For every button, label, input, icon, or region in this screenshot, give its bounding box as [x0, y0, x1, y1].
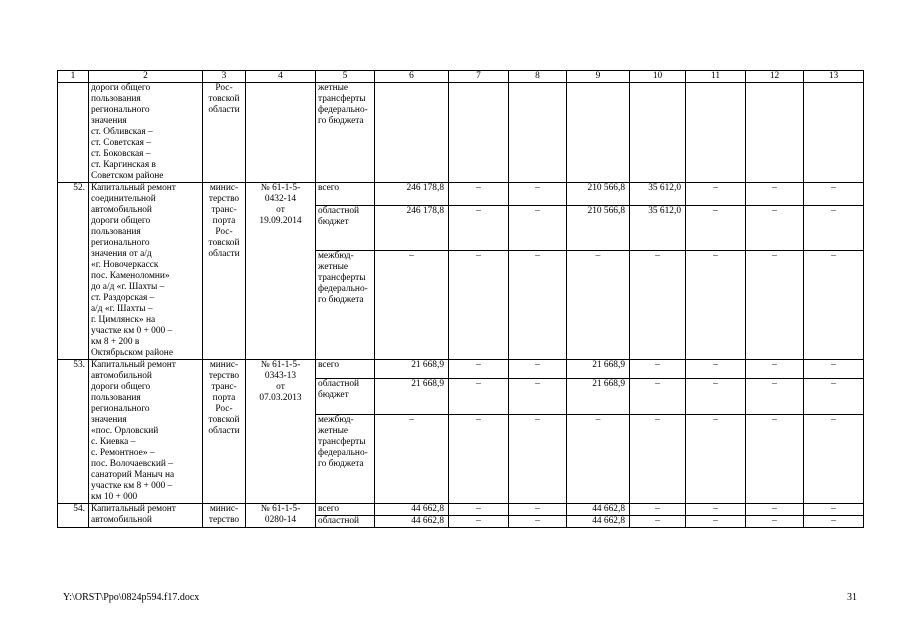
- value-cell: 35 612,0: [630, 206, 686, 251]
- entry-number: 53.: [58, 360, 89, 504]
- value-cell: –: [449, 516, 509, 528]
- value-cell: –: [746, 360, 804, 379]
- value-cell: –: [686, 415, 746, 504]
- value-cell: –: [449, 251, 509, 360]
- value-cell: –: [804, 183, 864, 206]
- executor: Рос- товской области: [203, 83, 246, 183]
- entry-number: 54.: [58, 504, 89, 528]
- value-cell: 35 612,0: [630, 183, 686, 206]
- entry-number: [58, 83, 89, 183]
- value-cell: –: [449, 504, 509, 516]
- col-number: 9: [567, 71, 630, 83]
- value-cell: –: [509, 206, 567, 251]
- value-cell: 44 662,8: [567, 516, 630, 528]
- col-number: 5: [316, 71, 375, 83]
- value-cell: 21 668,9: [567, 378, 630, 414]
- value-cell: –: [509, 183, 567, 206]
- col-number: 13: [804, 71, 864, 83]
- col-number: 11: [686, 71, 746, 83]
- value-cell: –: [509, 516, 567, 528]
- col-number: 7: [449, 71, 509, 83]
- table-row: [58, 504, 864, 516]
- value-cell: –: [746, 251, 804, 360]
- value-cell: –: [804, 378, 864, 414]
- value-cell: –: [509, 415, 567, 504]
- value-cell: –: [449, 206, 509, 251]
- col-number: 2: [89, 71, 203, 83]
- value-cell: [686, 83, 746, 183]
- funding-source: областной бюджет: [316, 206, 375, 251]
- table-row: [58, 183, 864, 206]
- value-cell: 210 566,8: [567, 183, 630, 206]
- col-number: 12: [746, 71, 804, 83]
- value-cell: 21 668,9: [375, 360, 449, 379]
- col-number: 6: [375, 71, 449, 83]
- value-cell: [449, 83, 509, 183]
- col-number: 10: [630, 71, 686, 83]
- value-cell: 210 566,8: [567, 206, 630, 251]
- value-cell: –: [804, 516, 864, 528]
- value-cell: –: [630, 516, 686, 528]
- value-cell: –: [449, 415, 509, 504]
- value-cell: –: [630, 378, 686, 414]
- value-cell: –: [509, 360, 567, 379]
- funding-source: всего: [316, 360, 375, 379]
- value-cell: [567, 83, 630, 183]
- value-cell: –: [449, 360, 509, 379]
- value-cell: –: [746, 516, 804, 528]
- table-row: [58, 360, 864, 379]
- value-cell: –: [630, 360, 686, 379]
- measure-name: Капитальный ремонт автомобильной: [89, 504, 203, 528]
- col-number: 1: [58, 71, 89, 83]
- value-cell: [746, 83, 804, 183]
- value-cell: 44 662,8: [375, 504, 449, 516]
- value-cell: 21 668,9: [375, 378, 449, 414]
- value-cell: –: [686, 516, 746, 528]
- value-cell: –: [686, 360, 746, 379]
- funding-source: всего: [316, 183, 375, 206]
- value-cell: –: [746, 415, 804, 504]
- value-cell: –: [375, 415, 449, 504]
- program-table: [57, 70, 864, 528]
- value-cell: –: [804, 251, 864, 360]
- value-cell: –: [686, 206, 746, 251]
- value-cell: –: [509, 251, 567, 360]
- col-number: 3: [203, 71, 246, 83]
- value-cell: –: [804, 415, 864, 504]
- document-ref: [246, 83, 316, 183]
- value-cell: [630, 83, 686, 183]
- value-cell: –: [686, 378, 746, 414]
- value-cell: –: [449, 183, 509, 206]
- value-cell: –: [804, 360, 864, 379]
- measure-name: Капитальный ремонт соединительной автомобильной дороги общего пользования регионального значения от а/д «г. Новочеркасск пос. Каменоломни» до а/д «г. Шахты – ст. Раздорская – а/д «г. Шахты – г. Цимлянск» на участке км 0 + 000 – км 8 + 200 в Октябрьском районе: [89, 183, 203, 360]
- document-ref: № 61-1-5- 0343-13 от 07.03.2013: [246, 360, 316, 504]
- column-number-row: [58, 71, 864, 83]
- document-ref: № 61-1-5- 0432-14 от 19.09.2014: [246, 183, 316, 360]
- measure-name: дороги общего пользования регионального значения ст. Обливская – ст. Советская – ст. Боковская – ст. Каргинская в Советском районе: [89, 83, 203, 183]
- value-cell: –: [630, 504, 686, 516]
- footer-file-path: Y:\ORST\Ppo\0824p594.f17.docx: [63, 592, 200, 603]
- value-cell: –: [449, 378, 509, 414]
- value-cell: [509, 83, 567, 183]
- funding-source: всего: [316, 504, 375, 516]
- value-cell: –: [630, 415, 686, 504]
- value-cell: –: [630, 251, 686, 360]
- executor: минис- терство транс- порта Рос- товской области: [203, 360, 246, 504]
- measure-name: Капитальный ремонт автомобильной дороги общего пользования регионального значения «пос. Орловский с. Киевка – с. Ремонтное» – пос. Волочаевский – санаторий Маныч на участке км 8 + 000 – км 10 + 000: [89, 360, 203, 504]
- value-cell: –: [686, 251, 746, 360]
- value-cell: –: [804, 504, 864, 516]
- value-cell: –: [567, 415, 630, 504]
- value-cell: 44 662,8: [567, 504, 630, 516]
- value-cell: –: [804, 206, 864, 251]
- col-number: 4: [246, 71, 316, 83]
- funding-source: межбюд- жетные трансферты федерально- го бюджета: [316, 251, 375, 360]
- document-ref: № 61-1-5- 0280-14: [246, 504, 316, 528]
- col-number: 8: [509, 71, 567, 83]
- value-cell: 246 178,8: [375, 183, 449, 206]
- value-cell: –: [686, 183, 746, 206]
- value-cell: –: [746, 206, 804, 251]
- value-cell: –: [746, 378, 804, 414]
- executor: минис- терство транс- порта Рос- товской области: [203, 183, 246, 360]
- entry-number: 52.: [58, 183, 89, 360]
- value-cell: 21 668,9: [567, 360, 630, 379]
- continuation-row: [58, 83, 864, 183]
- funding-source: областной бюджет: [316, 378, 375, 414]
- funding-source: жетные трансферты федерально- го бюджета: [316, 83, 375, 183]
- value-cell: –: [746, 183, 804, 206]
- value-cell: 246 178,8: [375, 206, 449, 251]
- page-number: 31: [847, 592, 857, 603]
- value-cell: [804, 83, 864, 183]
- value-cell: –: [509, 378, 567, 414]
- executor: минис- терство: [203, 504, 246, 528]
- value-cell: –: [567, 251, 630, 360]
- value-cell: –: [686, 504, 746, 516]
- funding-source: областной: [316, 516, 375, 528]
- value-cell: 44 662,8: [375, 516, 449, 528]
- value-cell: –: [746, 504, 804, 516]
- value-cell: –: [375, 251, 449, 360]
- funding-source: межбюд- жетные трансферты федерально- го бюджета: [316, 415, 375, 504]
- value-cell: [375, 83, 449, 183]
- value-cell: –: [509, 504, 567, 516]
